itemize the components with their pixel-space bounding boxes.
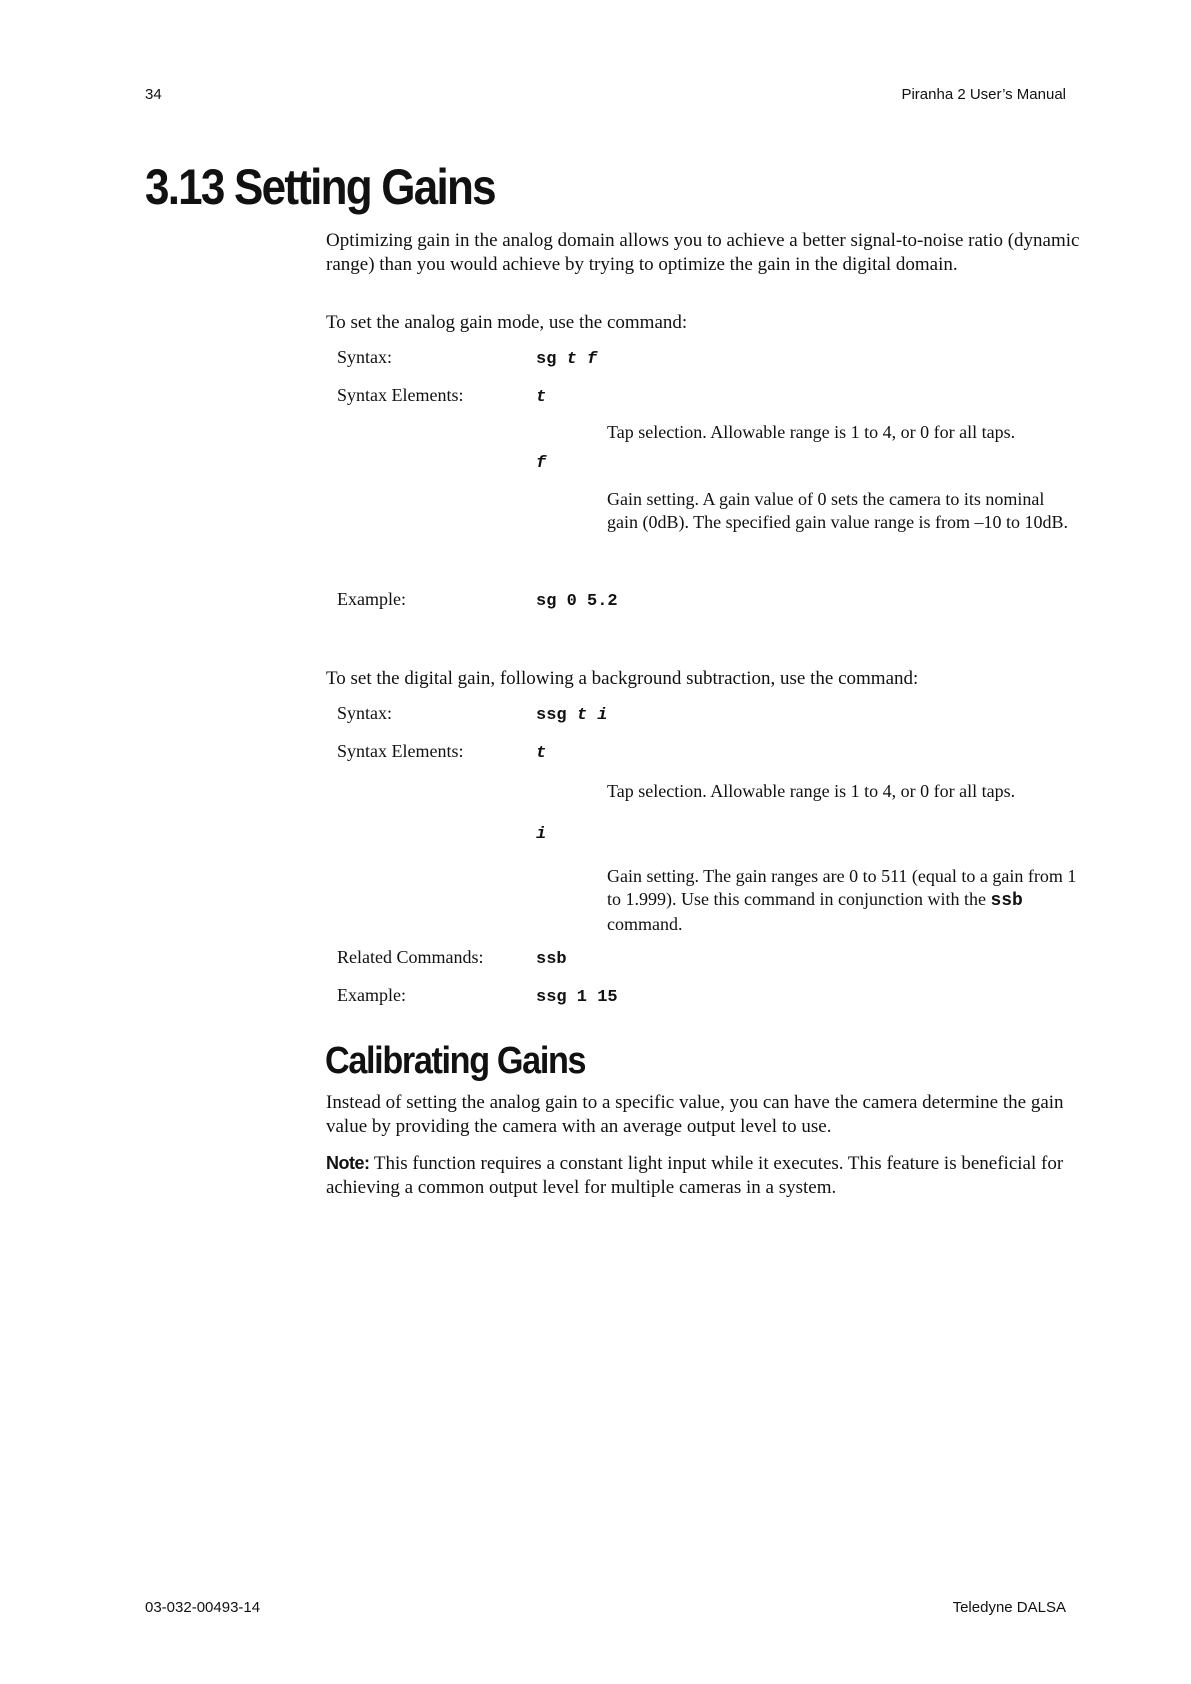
analog-elements-label: Syntax Elements:: [337, 385, 464, 405]
analog-element-t-name: t: [536, 388, 547, 407]
digital-syntax-command: [536, 706, 607, 725]
manual-title: Piranha 2 User’s Manual: [901, 86, 1066, 103]
related-commands-label: Related Commands:: [337, 947, 484, 967]
analog-example-command: sg 0 5.2: [536, 592, 618, 611]
document-number: 03-032-00493-14: [145, 1599, 261, 1616]
analog-example-label: Example:: [337, 589, 406, 609]
analog-syntax-label: Syntax:: [337, 347, 393, 367]
digital-element-t-name: t: [536, 744, 547, 763]
digital-cmd-name: ssg: [536, 706, 567, 725]
calibrating-gains-title: Calibrating Gains: [325, 1040, 586, 1082]
digital-lead-paragraph: To set the digital gain, following a background subtraction, use the command:: [326, 668, 919, 689]
page-number: 34: [145, 86, 162, 103]
note-label: Note:: [326, 1153, 370, 1173]
digital-element-i: [536, 825, 546, 844]
analog-arg-f: f: [587, 350, 598, 369]
analog-lead-paragraph: To set the analog gain mode, use the command:: [326, 312, 688, 333]
digital-element-t: [536, 744, 546, 763]
digital-example-command: ssg 1 15: [536, 988, 618, 1007]
digital-element-i-name: i: [536, 825, 547, 844]
digital-element-i-desc-cmd: ssb: [990, 891, 1023, 911]
company-name: Teledyne DALSA: [952, 1599, 1066, 1616]
digital-arg-i: i: [597, 706, 608, 725]
intro-paragraph: Optimizing gain in the analog domain allows you to achieve a better signal-to-noise ratio (dynamic range) than you would achieve by trying to optimize the gain in the digital domain.: [326, 230, 1080, 275]
related-command: ssb: [536, 950, 567, 969]
digital-syntax-label: Syntax:: [337, 703, 393, 723]
note-text: This function requires a constant light input while it executes. This feature is beneficial for achieving a common output level for multiple cameras in a system.: [326, 1153, 1064, 1198]
digital-element-i-desc: [607, 865, 1077, 936]
digital-element-i-desc-text: Gain setting. The gain ranges are 0 to 511 (equal to a gain from 1 to 1.999). Use this command in conjunction with the: [607, 866, 1077, 909]
analog-element-t-desc: Tap selection. Allowable range is 1 to 4, or 0 for all taps.: [607, 422, 1016, 442]
analog-syntax-command: [536, 350, 597, 369]
digital-example-label: Example:: [337, 985, 406, 1005]
analog-cmd-name: sg: [536, 350, 557, 369]
digital-arg-t: t: [576, 706, 588, 725]
digital-element-t-desc: Tap selection. Allowable range is 1 to 4, or 0 for all taps.: [607, 781, 1016, 801]
calibrating-paragraph: Instead of setting the analog gain to a specific value, you can have the camera determine the gain value by providing the camera with an average output level to use.: [326, 1092, 1064, 1137]
note-paragraph: [326, 1151, 1086, 1200]
section-title: 3.13 Setting Gains: [145, 159, 495, 215]
digital-element-i-desc-tail: command.: [607, 914, 683, 934]
analog-element-t: [536, 388, 546, 407]
analog-element-f-name: f: [536, 454, 547, 473]
digital-elements-label: Syntax Elements:: [337, 741, 464, 761]
analog-element-f-desc: Gain setting. A gain value of 0 sets the camera to its nominal gain (0dB). The specified gain value range is from –10 to 10dB.: [607, 489, 1069, 532]
analog-arg-t: t: [566, 350, 577, 369]
analog-element-f: [536, 454, 546, 473]
